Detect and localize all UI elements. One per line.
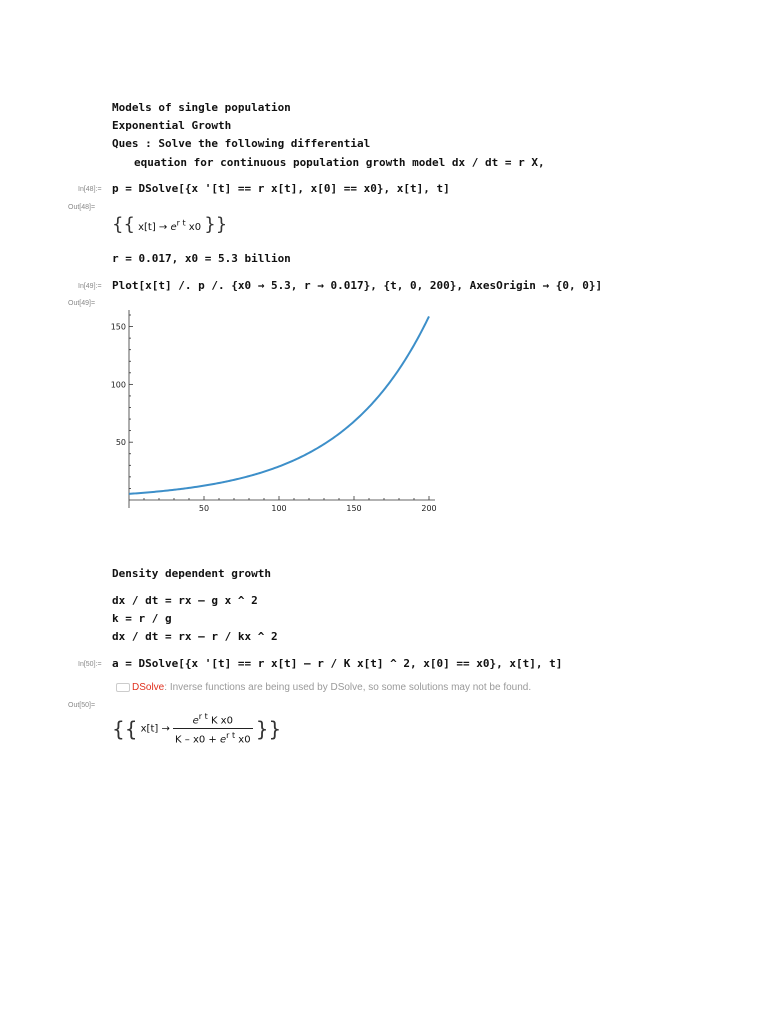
output-label-50: Out[50]= [68,702,96,709]
fraction-numerator: $e^{r t}$ K x0 [173,712,253,729]
density-heading: Density dependent growth [112,567,271,580]
equation-3: dx / dt = rx – r / kx ^ 2 [112,630,278,643]
output-label-49: Out[49]= [68,300,96,307]
subsection-title: Exponential Growth [112,119,232,132]
x-tick-label: 50 [198,504,210,513]
close-braces: }} [204,214,228,235]
y-tick-label: 50 [115,438,126,448]
exp-base: e [170,222,177,233]
input-label-49: In[49]:= [78,283,102,290]
x-tick-label: 200 [421,504,437,513]
output-label-48: Out[48]= [68,204,96,211]
x-tick-label: 100 [271,504,287,513]
dsolve-message[interactable]: DSolve: Inverse functions are being used by DSolve, so some solutions may not be found. [116,682,531,693]
plot-axes [129,310,435,508]
parameter-values: r = 0.017, x0 = 5.3 billion [112,252,291,265]
equation-1: dx / dt = rx – g x ^ 2 [112,594,258,607]
output-cell-48[interactable] [112,214,227,235]
input-cell-49[interactable]: Plot[x[t] /. p /. {x0 → 5.3, r → 0.017}, {t, 0, 200}, AxesOrigin → {0, 0}] [112,279,603,292]
y-tick-label: 100 [110,380,126,390]
input-cell-50[interactable]: a = DSolve[{x '[t] == r x[t] – r / K x[t] ^ 2, x[0] == x0}, x[t], t] [112,657,563,670]
question-line-2: equation for continuous population growth model dx / dt = r X, [134,156,545,169]
close-braces: }} [255,716,282,741]
fraction-denominator: $K - x0 + e^{r t}$ x0 [175,731,251,746]
input-label-48: In[48]:= [78,186,102,193]
y-tick-label: 150 [110,322,126,332]
plot-ticks [111,315,437,513]
message-text: Inverse functions are being used by DSolve, so some solutions may not be found. [169,682,532,693]
logistic-fraction [173,712,253,746]
exponential-curve [129,316,429,493]
message-icon [116,683,130,692]
open-braces: {{ [112,716,138,741]
output-lhs: x[t] → [140,723,170,735]
population-plot[interactable] [100,308,445,518]
input-label-50: In[50]:= [78,661,102,668]
question-line-1: Ques : Solve the following differential [112,137,371,150]
message-tag: DSolve [132,682,165,693]
exponent: r t [176,218,186,228]
output-rhs: x0 [188,222,202,233]
open-braces: {{ [112,214,135,235]
section-title: Models of single population [112,101,291,114]
equation-2: k = r / g [112,612,172,625]
x-tick-label: 150 [346,504,362,513]
output-lhs: x[t] → [138,222,168,233]
output-cell-50[interactable] [112,712,281,746]
input-cell-48[interactable]: p = DSolve[{x '[t] == r x[t], x[0] == x0}, x[t], t] [112,182,450,195]
